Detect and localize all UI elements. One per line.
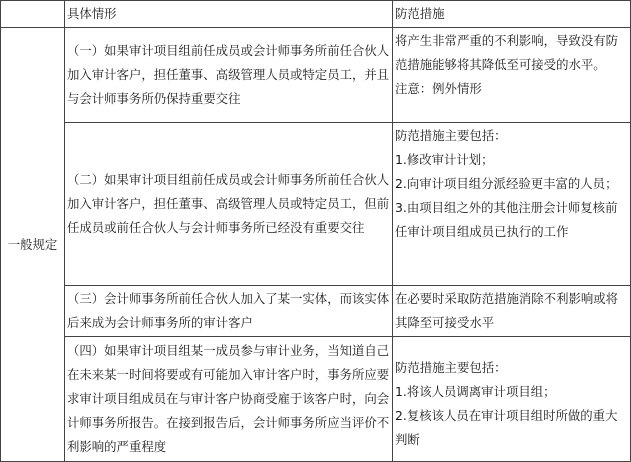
situation-cell: （四）如果审计项目组某一成员参与审计业务，当知道自己在未来某一时间将要或有可能加入审计客户时，事务所应要求审计项目组成员在与审计客户协商受雇于该客户时，向会计师事务所报告。在接到报告后，会计师事务所应当评价不利影响的严重程度 bbox=[65, 337, 393, 462]
table-row bbox=[1, 286, 631, 337]
table-row bbox=[1, 123, 631, 286]
measure-line: 1.将该人员调离审计项目组； bbox=[395, 384, 556, 399]
measures-cell bbox=[393, 28, 631, 123]
measure-line: 3.由项目组之外的其他注册会计师复核前任审计项目组成员已执行的工作 bbox=[395, 200, 618, 239]
measure-line: 注意：例外情形 bbox=[395, 81, 482, 96]
header-row bbox=[1, 1, 631, 28]
situation-cell: （二）如果审计项目组前任成员或会计师事务所前任合伙人加入审计客户，担任董事、高级管理人员或特定员工，但前任成员或前任合伙人与会计师事务所已经没有重要交往 bbox=[65, 123, 393, 286]
measures-cell bbox=[393, 286, 631, 337]
situation-cell: （三）会计师事务所前任合伙人加入了某一实体，而该实体后来成为会计师事务所的审计客户 bbox=[65, 286, 393, 337]
spacer bbox=[395, 338, 628, 356]
category-cell: 一般规定 bbox=[1, 28, 65, 462]
measure-line: 2.向审计项目组分派经验更丰富的人员； bbox=[395, 176, 618, 191]
situation-cell: （一）如果审计项目组前任成员或会计师事务所前任合伙人加入审计客户，担任董事、高级管理人员或特定员工，并且与会计师事务所仍保持重要交往 bbox=[65, 28, 393, 123]
measure-line: 防范措施主要包括： bbox=[395, 360, 507, 375]
table-row bbox=[1, 337, 631, 462]
measures-cell bbox=[393, 337, 631, 462]
measure-line: 1.修改审计计划； bbox=[395, 152, 494, 167]
header-cell-measures: 防范措施 bbox=[393, 1, 631, 28]
measure-line: 2.复核该人员在审计项目组时所做的重大判断 bbox=[395, 408, 618, 447]
measure-line: 在必要时采取防范措施消除不利影响或将其降至可接受水平 bbox=[395, 291, 619, 330]
header-cell-category bbox=[1, 1, 65, 28]
measure-line: 防范措施主要包括： bbox=[395, 128, 507, 143]
header-cell-situation: 具体情形 bbox=[65, 1, 393, 28]
table-row bbox=[1, 28, 631, 123]
measures-cell bbox=[393, 123, 631, 286]
measure-line: 将产生非常严重的不利影响，导致没有防范措施能够将其降低至可接受的水平。 bbox=[395, 33, 619, 72]
